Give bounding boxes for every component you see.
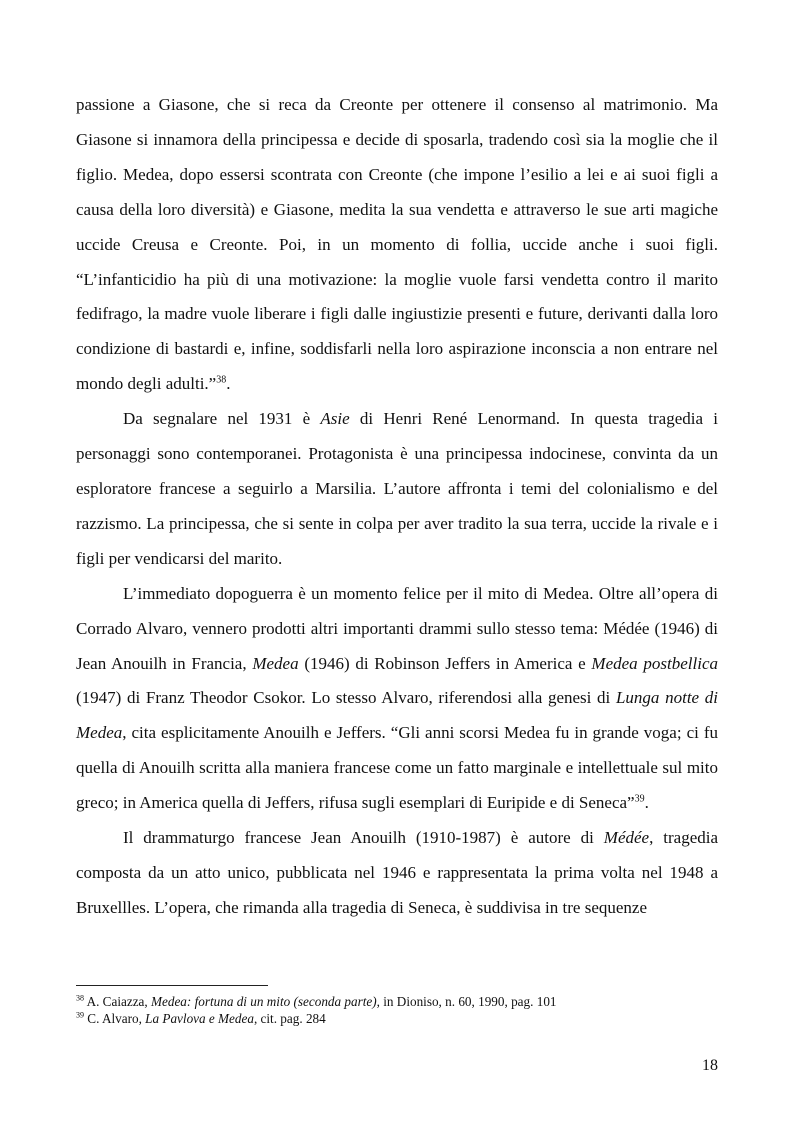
footnote-separator [76,985,268,986]
italic-title: Medea: fortuna di un mito (seconda parte) [151,994,377,1009]
footnote-39 [76,1010,718,1027]
footnote-marker: 39 [634,793,645,805]
text-run: , cit. pag. 284 [253,1011,326,1026]
italic-title: Medea [252,653,299,673]
text-run: Da segnalare nel 1931 è [123,409,321,429]
text-run: C. Alvaro, [84,1011,146,1026]
text-run: (1947) di Franz Theodor Csokor. Lo stesso Alvaro, riferendosi alla genesi di [76,688,616,708]
text-run: , in Dioniso, n. 60, 1990, pag. 101 [376,994,557,1009]
text-run: . [644,793,649,813]
footnote-marker: 39 [76,1010,84,1020]
italic-title: La Pavlova e Medea [145,1011,254,1026]
paragraph-4 [76,821,718,926]
text-run: . [226,374,231,394]
document-body [76,88,718,926]
footnotes [76,993,718,1027]
text-run: Il drammaturgo francese Jean Anouilh (1910-1987) è autore di [123,828,604,848]
italic-title: Lunga notte di Medea [76,688,718,743]
text-run: (1946) di Robinson Jeffers in America e [298,653,592,673]
footnote-38 [76,993,718,1010]
footnote-marker: 38 [76,993,84,1003]
text-run: , cita esplicitamente Anouilh e Jeffers. “Gli anni scorsi Medea fu in grande voga; ci fu quella di Anouilh scritta alla maniera francese come un fatto marginale e intellettuale sul mito greco; in America quella di Jeffers, rifusa sugli esemplari di Euripide e di Seneca” [76,723,718,813]
paragraph-2 [76,402,718,577]
page-number: 18 [702,1057,718,1074]
text-run: passione a Giasone, che si reca da Creonte per ottenere il consenso al matrimonio. Ma Giasone si innamora della principessa e decide di sposarla, tradendo così sia la moglie che il figlio. Medea, dopo essersi scontrata con Creonte (che impone l’esilio a lei e ai suoi figli a causa della loro diversità) e Giasone, medita la sua vendetta e attraverso le sue arti magiche uccide Creusa e Creonte. Poi, in un momento di follia, uccide anche i suoi figli. “L’infanticidio ha più di una motivazione: la moglie vuole farsi vendetta contro il marito fedifrago, la madre vuole liberare i figli dalle ingiustizie presenti e future, derivanti dalla loro condizione di bastardi e, infine, soddisfarli nella loro aspirazione inconscia a non entrare nel mondo degli adulti.” [76,95,718,394]
footnote-marker: 38 [216,374,227,386]
text-run: L’immediato dopoguerra è un momento felice per il mito di Medea. Oltre all’opera di Corrado Alvaro, vennero prodotti altri importanti drammi sullo stesso tema: Médée (1946) di Jean Anouilh in Francia, [76,583,718,673]
paragraph-3 [76,577,718,821]
italic-title: Medea postbellica [591,653,718,673]
italic-title: Médée [603,828,650,848]
paragraph-1 [76,88,718,402]
text-run: , tragedia composta da un atto unico, pubblicata nel 1946 e rappresentata la prima volta nel 1948 a Bruxellles. L’opera, che rimanda alla tragedia di Seneca, è suddivisa in tre sequenze [76,828,719,917]
italic-title: Asie [320,409,350,429]
text-run: A. Caiazza, [84,994,152,1009]
text-run: di Henri René Lenormand. In questa tragedia i personaggi sono contemporanei. Protagonista è una principessa indocinese, convinta da un esploratore francese a seguirlo a Marsilia. L’autore affronta i temi del colonialismo e del razzismo. La principessa, che si sente in colpa per aver tradito la sua terra, uccide la rivale e i figli per vendicarsi del marito. [76,409,718,568]
